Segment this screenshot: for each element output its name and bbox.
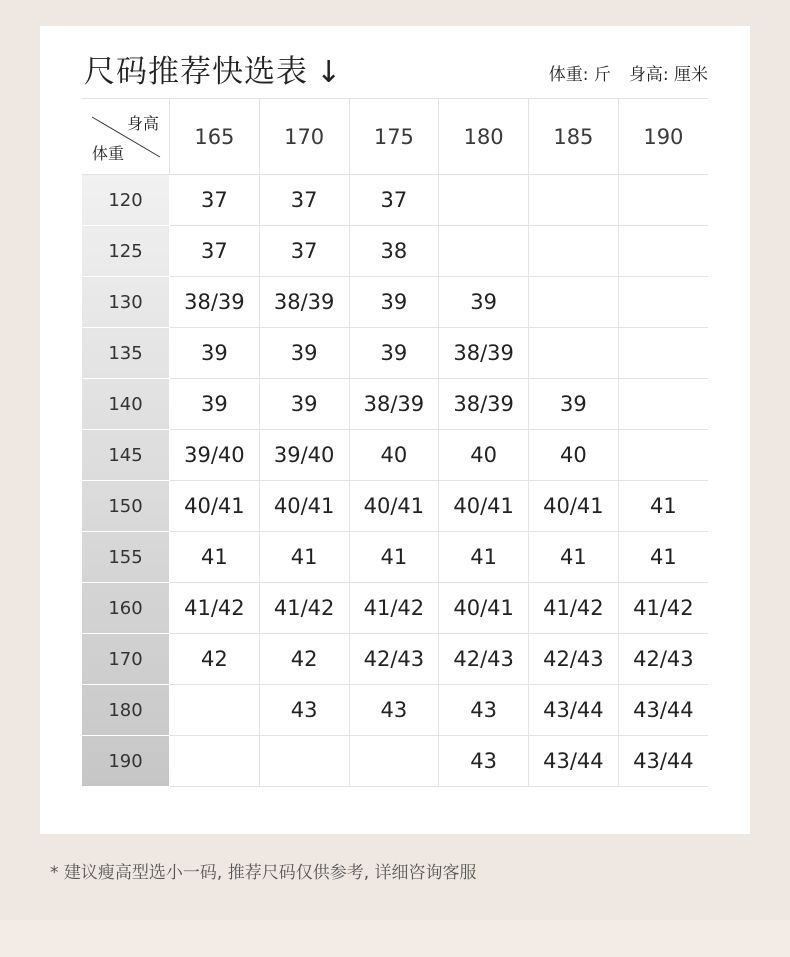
table-row xyxy=(82,481,708,532)
size-cell: 41 xyxy=(349,532,439,583)
size-cell xyxy=(439,226,529,277)
weight-label-180: 180 xyxy=(82,685,170,736)
size-cell xyxy=(170,685,260,736)
table-row xyxy=(82,634,708,685)
size-cell: 40/41 xyxy=(170,481,260,532)
weight-label-130: 130 xyxy=(82,277,170,328)
size-cell: 40/41 xyxy=(349,481,439,532)
size-cell: 41/42 xyxy=(349,583,439,634)
down-arrow-icon: ↓ xyxy=(316,55,343,90)
table-row xyxy=(82,226,708,277)
size-cell: 39 xyxy=(170,379,260,430)
weight-label-135: 135 xyxy=(82,328,170,379)
table-row xyxy=(82,277,708,328)
size-cell: 40 xyxy=(439,430,529,481)
size-cell xyxy=(529,175,619,226)
size-cell: 42/43 xyxy=(439,634,529,685)
table-row xyxy=(82,328,708,379)
size-cell: 37 xyxy=(259,175,349,226)
size-cell: 41/42 xyxy=(170,583,260,634)
size-cell: 41/42 xyxy=(529,583,619,634)
size-cell: 42/43 xyxy=(618,634,708,685)
size-cell: 42/43 xyxy=(529,634,619,685)
height-header-175: 175 xyxy=(349,99,439,175)
size-cell xyxy=(259,736,349,787)
table-row xyxy=(82,532,708,583)
height-header-165: 165 xyxy=(170,99,260,175)
size-cell xyxy=(618,226,708,277)
height-header-185: 185 xyxy=(529,99,619,175)
size-cell: 43/44 xyxy=(529,736,619,787)
weight-label-125: 125 xyxy=(82,226,170,277)
size-cell: 42/43 xyxy=(349,634,439,685)
weight-label-150: 150 xyxy=(82,481,170,532)
corner-cell xyxy=(82,99,170,175)
size-cell xyxy=(618,175,708,226)
size-cell: 43 xyxy=(349,685,439,736)
table-row xyxy=(82,583,708,634)
size-cell: 38/39 xyxy=(439,379,529,430)
size-table xyxy=(82,98,708,787)
size-cell: 38/39 xyxy=(439,328,529,379)
size-cell: 40/41 xyxy=(259,481,349,532)
size-cell: 41 xyxy=(618,481,708,532)
title-text: 尺码推荐快选表 xyxy=(84,54,308,90)
size-cell: 42 xyxy=(170,634,260,685)
size-cell: 39/40 xyxy=(170,430,260,481)
size-cell: 38/39 xyxy=(259,277,349,328)
size-cell xyxy=(439,175,529,226)
size-cell: 37 xyxy=(259,226,349,277)
size-cell: 37 xyxy=(170,175,260,226)
table-row xyxy=(82,736,708,787)
footnote: * 建议瘦高型选小一码, 推荐尺码仅供参考, 详细咨询客服 xyxy=(50,863,477,883)
size-cell: 39 xyxy=(529,379,619,430)
table-row xyxy=(82,379,708,430)
size-cell: 40 xyxy=(349,430,439,481)
size-cell: 43/44 xyxy=(529,685,619,736)
size-cell: 38/39 xyxy=(170,277,260,328)
weight-label-120: 120 xyxy=(82,175,170,226)
size-chart-card xyxy=(40,26,750,834)
size-cell xyxy=(618,277,708,328)
page-title xyxy=(84,46,342,91)
size-cell: 41 xyxy=(170,532,260,583)
weight-label-145: 145 xyxy=(82,430,170,481)
size-cell: 43 xyxy=(439,736,529,787)
size-cell: 40/41 xyxy=(439,583,529,634)
size-cell: 40 xyxy=(529,430,619,481)
size-cell: 41/42 xyxy=(618,583,708,634)
size-cell: 42 xyxy=(259,634,349,685)
size-cell: 41 xyxy=(439,532,529,583)
weight-unit-label: 体重: 斤 xyxy=(548,65,611,85)
size-cell: 39 xyxy=(170,328,260,379)
size-cell: 39 xyxy=(349,277,439,328)
size-cell: 37 xyxy=(349,175,439,226)
height-header-180: 180 xyxy=(439,99,529,175)
weight-label-155: 155 xyxy=(82,532,170,583)
weight-label-190: 190 xyxy=(82,736,170,787)
weight-label-140: 140 xyxy=(82,379,170,430)
size-cell xyxy=(618,379,708,430)
size-cell xyxy=(618,430,708,481)
size-cell xyxy=(349,736,439,787)
size-cell xyxy=(170,736,260,787)
size-cell: 43/44 xyxy=(618,736,708,787)
size-cell: 39 xyxy=(349,328,439,379)
height-header-170: 170 xyxy=(259,99,349,175)
weight-label-160: 160 xyxy=(82,583,170,634)
size-cell xyxy=(529,277,619,328)
table-body xyxy=(82,175,708,787)
size-cell: 41 xyxy=(259,532,349,583)
size-cell: 39 xyxy=(439,277,529,328)
size-cell xyxy=(529,328,619,379)
corner-weight-label: 体重 xyxy=(92,144,125,163)
size-cell: 43 xyxy=(259,685,349,736)
corner-height-label: 身高 xyxy=(126,114,159,133)
size-cell: 41 xyxy=(618,532,708,583)
size-cell: 41 xyxy=(529,532,619,583)
size-cell: 40/41 xyxy=(529,481,619,532)
units-legend xyxy=(531,60,708,85)
height-header-190: 190 xyxy=(618,99,708,175)
size-cell: 41/42 xyxy=(259,583,349,634)
size-cell: 43/44 xyxy=(618,685,708,736)
size-cell: 40/41 xyxy=(439,481,529,532)
table-row xyxy=(82,175,708,226)
header-row xyxy=(82,99,708,175)
size-cell: 38/39 xyxy=(349,379,439,430)
size-cell xyxy=(529,226,619,277)
size-cell: 38 xyxy=(349,226,439,277)
size-cell xyxy=(618,328,708,379)
size-cell: 39/40 xyxy=(259,430,349,481)
size-cell: 39 xyxy=(259,328,349,379)
bottom-band xyxy=(0,920,790,957)
weight-label-170: 170 xyxy=(82,634,170,685)
table-row xyxy=(82,685,708,736)
size-cell: 37 xyxy=(170,226,260,277)
height-unit-label: 身高: 厘米 xyxy=(628,65,708,85)
size-cell: 43 xyxy=(439,685,529,736)
size-cell: 39 xyxy=(259,379,349,430)
table-row xyxy=(82,430,708,481)
